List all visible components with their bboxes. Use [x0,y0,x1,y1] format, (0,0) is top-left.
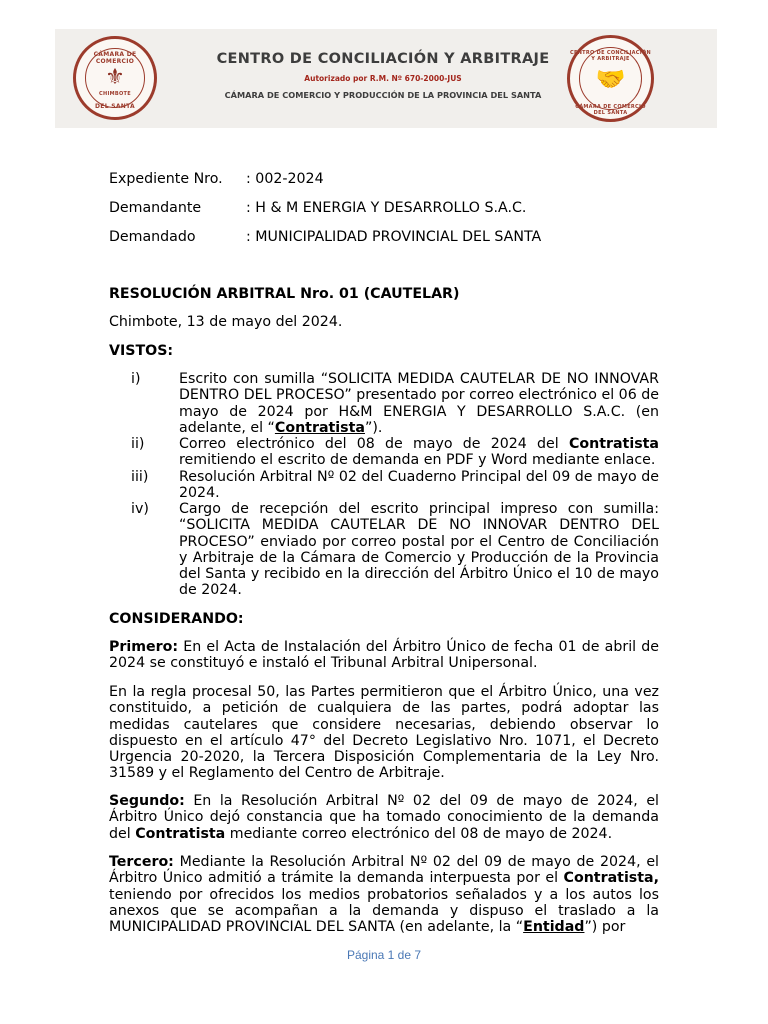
field-label: Expediente Nro. [109,171,223,187]
paragraph-primero: Primero: En el Acta de Instalación del Árbitro Único de fecha 01 de abril de 2024 se constituyó e instaló el Tribunal Arbitral Unipersonal. [109,639,659,672]
chamber-subtitle: CÁMARA DE COMERCIO Y PRODUCCIÓN DE LA PROVINCIA DEL SANTA [224,90,542,100]
seal-emblem-icon: ⚜ [105,65,125,90]
seal-bottom-text: DEL SANTA [95,103,135,110]
item-number: i) [131,371,141,387]
item-number: iii) [131,469,149,485]
item-text: Correo electrónico del 08 de mayo de 2024 del Contratista remitiendo el escrito de demanda en PDF y Word mediante enlace. [179,436,659,469]
conciliation-seal-logo [567,35,654,122]
field-value: : 002-2024 [246,171,324,187]
field-demandante [109,200,526,216]
field-label: Demandado [109,229,196,245]
considerando-heading: CONSIDERANDO: [109,611,244,627]
item-number: iv) [131,501,149,517]
item-text: Cargo de recepción del escrito principal impreso con sumilla: “SOLICITA MEDIDA CAUTELAR DE NO INNOVAR DENTRO DEL PROCESO” enviado por correo postal por el Centro de Conciliación y Arbitraje de la Cámara de Comercio y Producción de la Provincia del Santa y recibido en la dirección del Árbitro Único el 10 de mayo de 2024. [179,501,659,599]
authorization-line: Autorizado por R.M. Nº 670-2000-JUS [304,74,462,83]
chamber-seal-logo [73,36,157,120]
paragraph-segundo: Segundo: En la Resolución Arbitral Nº 02 del 09 de mayo de 2024, el Árbitro Único dejó constancia que ha tomado conocimiento de la demanda del Contratista mediante correo electrónico del 08 de mayo de 2024. [109,793,659,842]
seal-top-text: CÁMARA DE COMERCIO [93,51,137,65]
field-demandado [109,229,541,245]
seal-center-text: CHIMBOTE [99,91,131,97]
paragraph-regla-procesal: En la regla procesal 50, las Partes permitieron que el Árbitro Único, una vez constituido, a petición de cualquiera de las partes, podrá adoptar las medidas cautelares que considere necesarias, debiendo observar lo dispuesto en el artículo 47° del Decreto Legislativo Nro. 1071, el Decreto Urgencia 20-2020, la Tercera Disposición Complementaria de la Ley Nro. 31589 y el Reglamento del Centro de Arbitraje. [109,684,659,782]
field-value: : H & M ENERGIA Y DESARROLLO S.A.C. [246,200,527,216]
seal-top-text: CENTRO DE CONCILIACIÓN Y ARBITRAJE [570,50,651,62]
item-text: Resolución Arbitral Nº 02 del Cuaderno Principal del 09 de mayo de 2024. [179,469,659,502]
center-title: CENTRO DE CONCILIACIÓN Y ARBITRAJE [216,51,550,67]
page-number: Página 1 de 7 [346,948,422,962]
seal-bottom-text: CÁMARA DE COMERCIO DEL SANTA [575,104,646,116]
item-number: ii) [131,436,145,452]
letterhead-banner [55,29,717,128]
date-line: Chimbote, 13 de mayo del 2024. [109,314,343,330]
field-expediente [109,171,324,187]
item-text: Escrito con sumilla “SOLICITA MEDIDA CAUTELAR DE NO INNOVAR DENTRO DEL PROCESO” presentado por correo electrónico el 06 de mayo de 2024 por H&M ENERGIA Y DESARROLLO S.A.C. (en adelante, el “Contratista”). [179,371,659,436]
field-value: : MUNICIPALIDAD PROVINCIAL DEL SANTA [246,229,542,245]
vistos-heading: VISTOS: [109,343,174,359]
paragraph-tercero: Tercero: Mediante la Resolución Arbitral Nº 02 del 09 de mayo de 2024, el Árbitro Único admitió a trámite la demanda interpuesta por el Contratista, teniendo por ofrecidos los medios probatorios señalados y a los autos los anexos que se acompañan a la demanda y dispuso el traslado a la MUNICIPALIDAD PROVINCIAL DEL SANTA (en adelante, la “Entidad”) por [109,854,659,936]
resolution-title: RESOLUCIÓN ARBITRAL Nro. 01 (CAUTELAR) [109,286,460,302]
field-label: Demandante [109,200,202,216]
handshake-icon: 🤝 [595,64,626,93]
